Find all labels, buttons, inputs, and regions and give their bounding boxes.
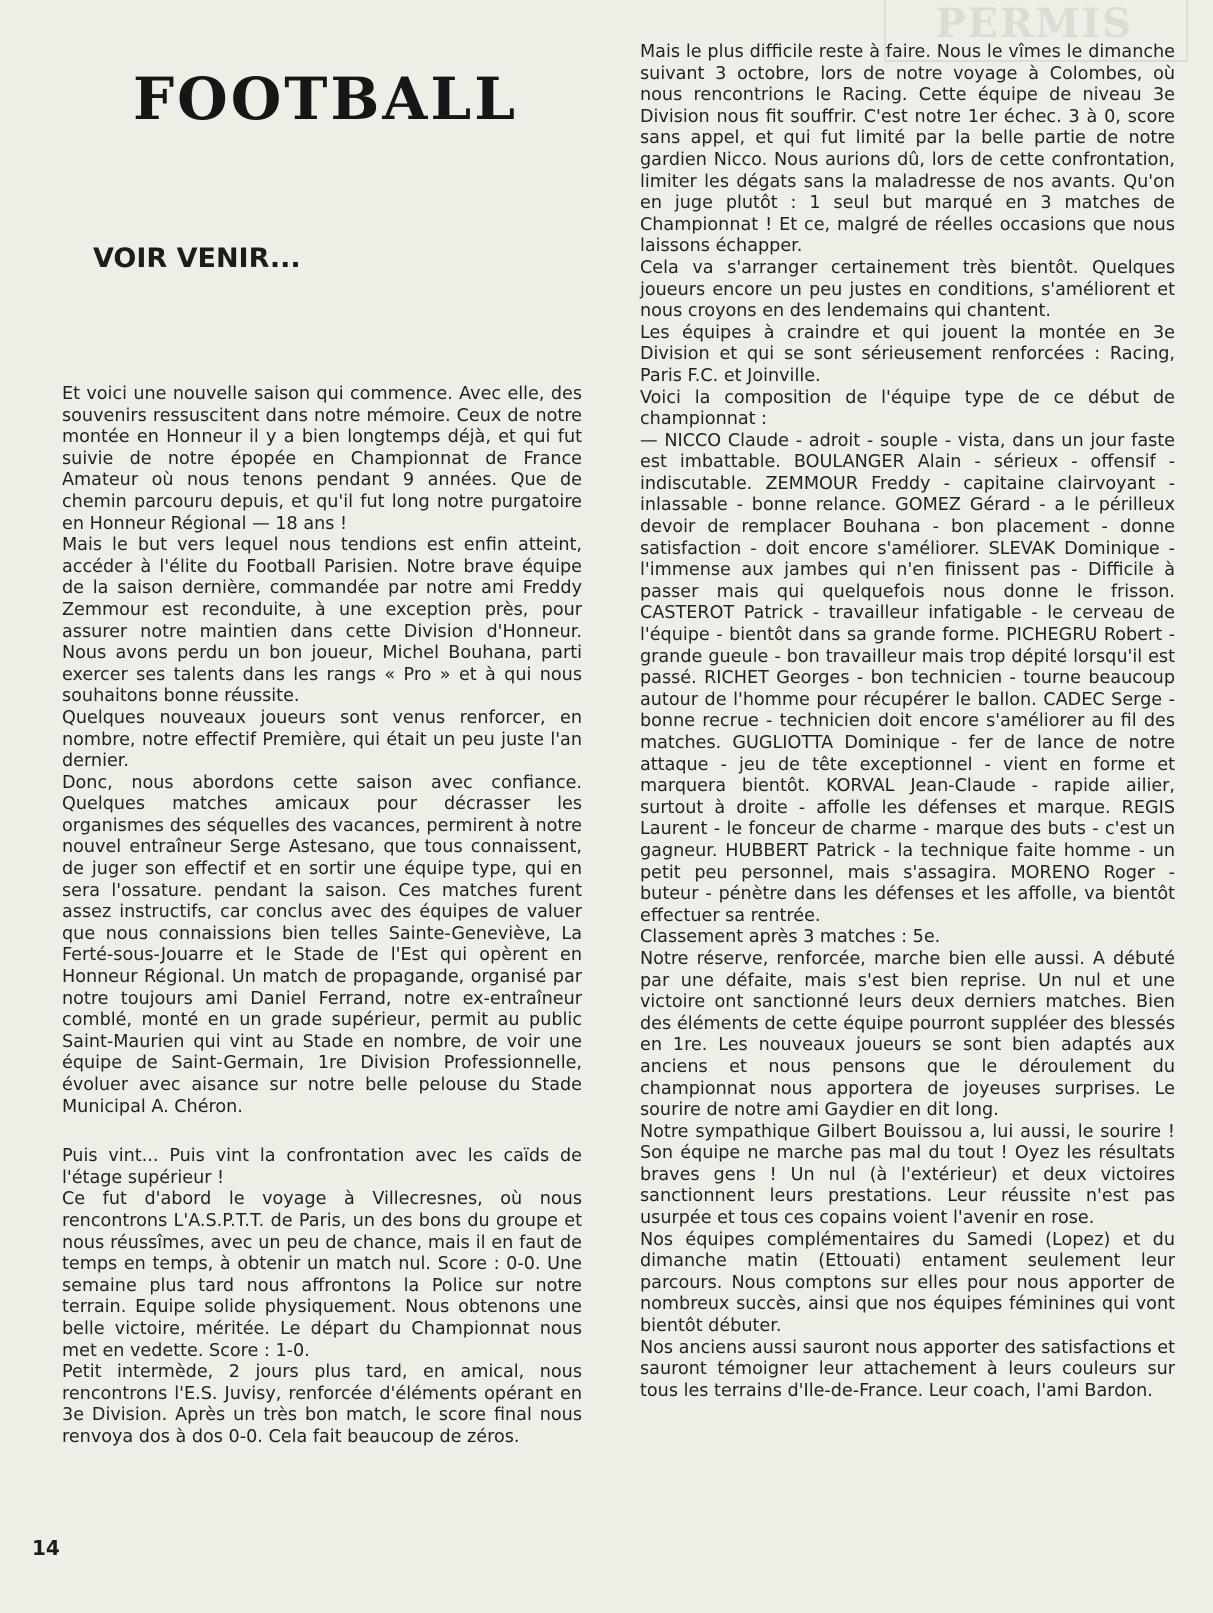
paragraph: Ce fut d'abord le voyage à Villecresnes, où nous rencontrons L'A.S.P.T.T. de Paris, un des bons du groupe et nous réussîmes, avec un peu de chance, mais il en faut de temps en temps, à obtenir un match nul. Score : 0-0. Une semaine plus tard nous affrontons la Police sur notre terrain. Equipe solide physiquement. Nous obtenons une belle victoire, méritée. Le départ du Championnat nous met en vedette. Score : 1-0.: [62, 1189, 582, 1361]
paragraph: Cela va s'arranger certainement très bientôt. Quelques joueurs encore un peu justes en conditions, s'améliorent et nous croyons en des lendemains qui chantent.: [640, 257, 1175, 322]
article-subtitle: VOIR VENIR...: [93, 243, 301, 274]
paragraph: Nos anciens aussi sauront nous apporter des satisfactions et sauront témoigner leur attachement à leurs couleurs sur tous les terrains d'Ile-de-France. Leur coach, l'ami Bardon.: [640, 1337, 1175, 1401]
paragraph: Quelques nouveaux joueurs sont venus renforcer, en nombre, notre effectif Première, qui était un peu juste l'an dernier.: [62, 707, 582, 772]
right-text-column: [640, 42, 1175, 1402]
paragraph: Donc, nous abordons cette saison avec confiance. Quelques matches amicaux pour décrasser les organismes des séquelles des vacances, permirent à notre nouvel entraîneur Serge Astesano, que tous connaissent, de juger son effectif et en sortir une équipe type, qui en sera l'ossature. pendant la saison. Ces matches furent assez instructifs, car conclus avec des équipes de valuer que nous connaissions bien telles Sainte-Geneviève, La Ferté-sous-Jouarre et le Stade de l'Est qui opèrent en Honneur Régional. Un match de propagande, organisé par notre toujours ami Daniel Ferrand, notre ex-entraîneur comblé, monté en un grade supérieur, permit au public Saint-Maurien qui vint au Stade en nombre, de voir une équipe de Saint-Germain, 1re Division Professionnelle, évoluer avec aisance sur notre belle pelouse du Stade Municipal A. Chéron.: [62, 772, 582, 1117]
paragraph: Puis vint... Puis vint la confrontation avec les caïds de l'étage supérieur !: [62, 1146, 582, 1188]
paragraph: Voici la composition de l'équipe type de ce début de championnat :: [640, 387, 1175, 430]
ranking-line: Classement après 3 matches : 5e.: [640, 927, 941, 948]
paragraph: Les équipes à craindre et qui jouent la montée en 3e Division et qui se sont sérieusement renforcées : Racing, Paris F.C. et Joinville.: [640, 322, 1175, 386]
page-number: 14: [32, 1536, 60, 1560]
page-title: FOOTBALL: [133, 65, 518, 133]
paragraph: Nos équipes complémentaires du Samedi (Lopez) et du dimanche matin (Ettouati) entament seulement leur parcours. Nous comptons sur elles pour nous apporter de nombreux succès, ainsi que nos équipes féminines qui vont bientôt débuter.: [640, 1229, 1175, 1337]
paragraph-gap: [62, 1118, 582, 1146]
left-text-column: [62, 384, 582, 1449]
paragraph: Notre sympathique Gilbert Bouissou a, lui aussi, le sourire ! Son équipe ne marche pas mal du tout ! Oyez les résultats braves gens ! Un nul (à l'extérieur) et deux victoires sanctionnent leurs prestations. Leur réussite n'est pas usurpée et tous ces copains voient l'avenir en rose.: [640, 1121, 1175, 1229]
paragraph: Notre réserve, renforcée, marche bien elle aussi. A débuté par une défaite, mais s'est bien reprise. Un nul et une victoire ont sanctionné leurs deux derniers matches. Bien des éléments de cette équipe pourront suppléer des blessés en 1re. Les nouveaux joueurs se sont bien adaptés aux anciens et nous pensons que le déroulement du championnat nous apportera de joyeuses surprises. Le sourire de notre ami Gaydier en dit long.: [640, 948, 1175, 1121]
paragraph: Mais le but vers lequel nous tendions est enfin atteint, accéder à l'élite du Football Parisien. Notre brave équipe de la saison dernière, commandée par notre ami Freddy Zemmour est reconduite, à une exception près, pour assurer notre maintien dans cette Division d'Honneur. Nous avons perdu un bon joueur, Michel Bouhana, parti exercer ses talents dans les rangs « Pro » et à qui nous souhaitons bonne réussite.: [62, 535, 582, 707]
bleed-through-heading: PERMIS: [935, 0, 1133, 47]
paragraph: Et voici une nouvelle saison qui commence. Avec elle, des souvenirs ressuscitent dans notre mémoire. Ceux de notre montée en Honneur il y a bien longtemps déjà, et qui fut suivie de notre épopée en Championnat de France Amateur où nous tenons pendant 9 années. Que de chemin parcouru depuis, et qu'il fut long notre purgatoire en Honneur Régional — 18 ans !: [62, 384, 582, 534]
paragraph: Mais le plus difficile reste à faire. Nous le vîmes le dimanche suivant 3 octobre, lors de notre voyage à Colombes, où nous rencontrions le Racing. Cette équipe de niveau 3e Division nous fit souffrir. C'est notre 1er échec. 3 à 0, score sans appel, et qui fut limité par la belle partie de notre gardien Nicco. Nous aurions dû, lors de cette confrontation, limiter les dégats sans la maladresse de nos avants. Qu'on en juge plutôt : 1 seul but marqué en 3 matches de Championnat ! Et ce, malgré de réelles occasions que nous laissons échapper.: [640, 42, 1175, 257]
paragraph: Petit intermède, 2 jours plus tard, en amical, nous rencontrons l'E.S. Juvisy, renforcée d'éléments opérant en 3e Division. Après un très bon match, le score final nous renvoya dos à dos 0-0. Cela fait beaucoup de zéros.: [62, 1362, 582, 1447]
team-roster-paragraph: — NICCO Claude - adroit - souple - vista, dans un jour faste est imbattable. BOULANGER Alain - sérieux - offensif - indiscutable. ZEMMOUR Freddy - capitaine clairvoyant - inlassable - bonne relance. GOMEZ Gérard - a le périlleux devoir de remplacer Bouhana - bon placement - donne satisfaction - doit encore s'améliorer. SLEVAK Dominique - l'immense aux jambes qui n'en finissent pas - Difficile à passer mais qui quelquefois nous donne le frisson. CASTEROT Patrick - travailleur infatigable - le cerveau de l'équipe - bientôt dans sa grande forme. PICHEGRU Robert - grande gueule - bon travailleur mais trop dépité lorsqu'il est passé. RICHET Georges - bon technicien - tourne beaucoup autour de l'homme pour récupérer le ballon. CADEC Serge - bonne recrue - technicien doit encore s'améliorer au fil des matches. GUGLIOTTA Dominique - fer de lance de notre attaque - jeu de tête exceptionnel - vient en forme et marquera bientôt. KORVAL Jean-Claude - rapide ailier, surtout à droite - affolle les défenses et marque. REGIS Laurent - le fonceur de charme - marque des buts - c'est un gagneur. HUBBERT Patrick - la technique faite homme - un petit peu personnel, mais s'assagira. MORENO Roger - buteur - pénètre dans les défenses et les affolle, va bientôt effectuer sa rentrée.: [640, 430, 1175, 926]
